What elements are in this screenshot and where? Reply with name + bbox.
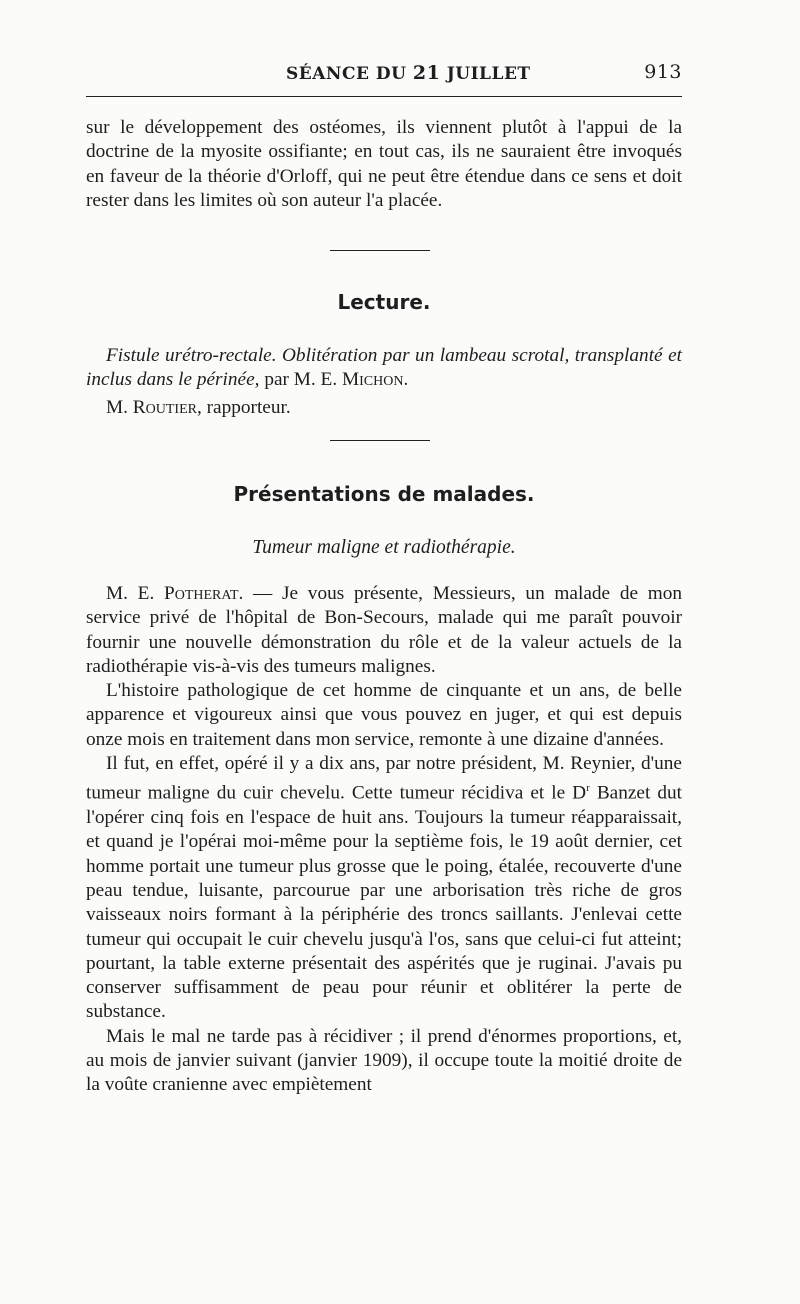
intro-paragraph: sur le développement des ostéomes, ils viennent plutôt à l'appui de la doctrine de la myosite ossifiante; en tout cas, ils ne sauraient être invoqués en faveur de la théorie d'Orloff, qui ne peut être étendue dans ce sens et doit rester dans les limites où son auteur l'a placée. [86,117,682,211]
case-body [86,582,682,1098]
case-paragraph: Mais le mal ne tarde pas à récidiver ; il prend d'énormes proportions, et, au mois de janvier suivant (janvier 1909), il occupe toute la moitié droite de la voûte cranienne avec empiètement [86,1025,682,1096]
case-paragraph: M. E. Potherat. — Je vous présente, Messieurs, un malade de mon service privé de l'hôpital de Bon-Secours, malade qui me paraît pouvoir fournir une nouvelle démonstration du rôle et de la valeur actuels de la radiothérapie vis-à-vis des tumeurs malignes. [86,583,683,677]
running-header [86,58,682,88]
page-number: 913 [644,61,682,83]
lecture-author: Michon [341,369,404,391]
section-divider [330,250,430,251]
presentations-heading: Présentations de malades. [233,482,535,506]
section-divider [330,440,430,441]
case-subtitle: Tumeur maligne et radiothérapie. [252,537,516,558]
case-paragraph: L'histoire pathologique de cet homme de cinquante et un ans, de belle apparence et vigoureux ainsi que vous pouvez en juger, et qui est depuis onze mois en traitement dans mon service, remonte à une dizaine d'années. [86,680,682,750]
lecture-title: Fistule urétro-rectale. Oblitération par un lambeau scrotal, transplanté et inclus dans le périnée, [86,345,682,391]
case-paragraph: Il fut, en effet, opéré il y a dix ans, par notre président, M. Reynier, d'une tumeur maligne du cuir chevelu. Cette tumeur récidiva et le $D^r$ Banzet dut l'opérer cinq fois en l'espace de huit ans. Toujours la tumeur réapparaissait, et quand je l'opérai moi-même pour la septième fois, le 19 août dernier, cet homme portait une tumeur plus grosse que le poing, étalée, recouverte d'une peau tendue, luisante, parcourue par une arborisation très riche de gros vaisseaux noirs formant à la périphérie des troncs saillants. J'enlevai cette tumeur qui occupait le cuir chevelu jusqu'à l'os, sans que celui-ci fut atteint; pourtant, la table externe présentait des aspérités que je ruginai. J'avais pu conserver suffisamment de peau pour réunir et oblitérer la perte de substance. [86,753,683,1023]
lecture-entry: Fistule urétro-rectale. Oblitération par un lambeau scrotal, transplanté et inclus dans le périnée, par M. E. Michon. [86,345,682,391]
header-title: SÉANCE DU 21 JUILLET [286,62,531,84]
lecture-rapporteur: M. Routier, rapporteur. [106,397,291,418]
header-rule [86,96,682,97]
speaker-name: Potherat [164,583,239,604]
lecture-heading: Lecture. [337,290,431,314]
